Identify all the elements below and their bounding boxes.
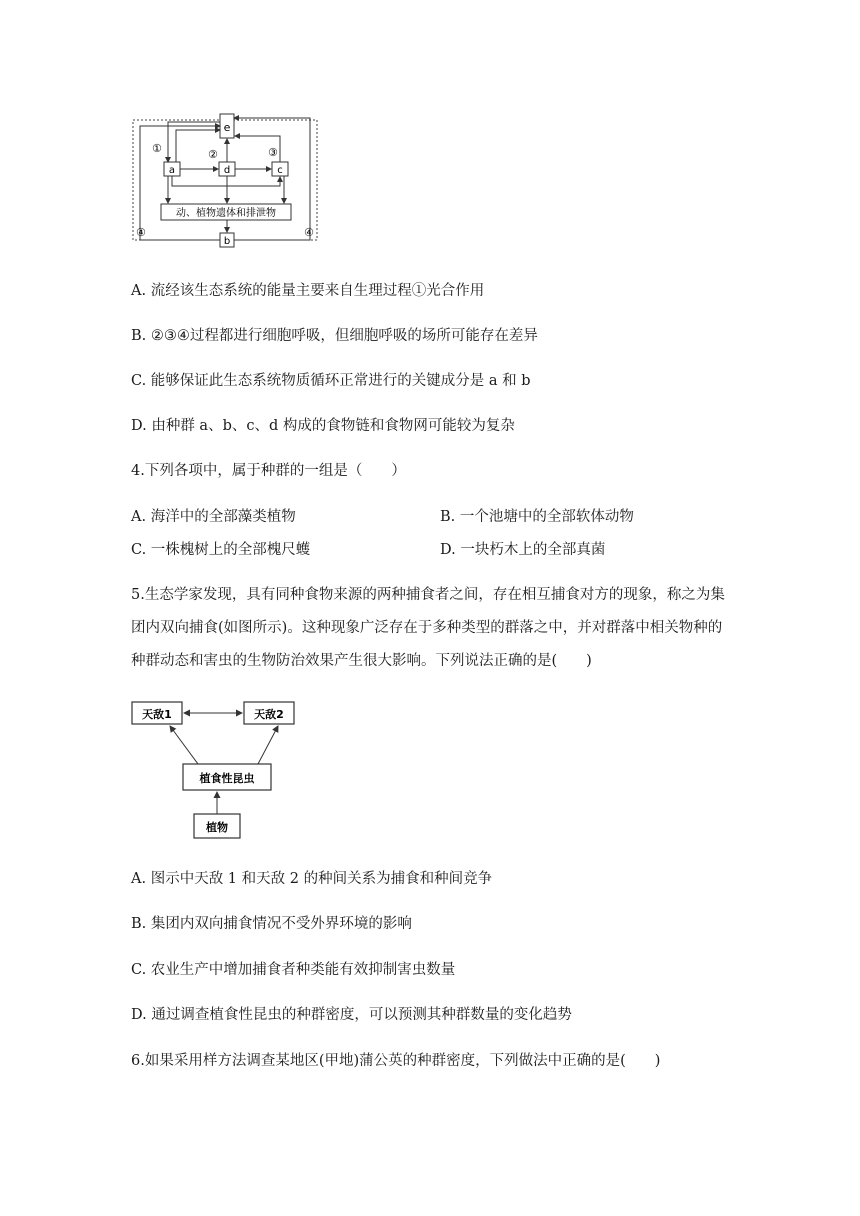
node-a-label: a [168,165,176,176]
q4-stem: 4.下列各项中，属于种群的一组是（ ） [131,463,406,479]
q5-stem: 5.生态学家发现，具有同种食物来源的两种捕食者之间，存在相互捕食对方的现象，称之为集团内双向捕食(如图所示)。这种现象广泛存在于多种类型的群落之中，并对群落中相关物种的种群动态和害虫的生物防治效果产生很大影响。下列说法正确的是( ) [131,587,725,669]
node-e-label: e [223,121,231,134]
q6-stem: 6.如果采用样方法调查某地区(甲地)蒲公英的种群密度，下列做法中正确的是( ) [131,1053,661,1069]
q5-option-a: A. 图示中天敌 1 和天敌 2 的种间关系为捕食和种间竞争 [131,871,493,887]
q5-option-d: D. 通过调查植食性昆虫的种群密度，可以预测其种群数量的变化趋势 [131,1007,572,1023]
q3-option-a: A. 流经该生态系统的能量主要来自生理过程①光合作用 [131,283,485,299]
q4-option-a: A. 海洋中的全部藻类植物 [131,509,296,525]
q5-option-b: B. 集团内双向捕食情况不受外界环境的影响 [131,916,412,932]
predation-diagram [128,698,300,842]
insect-label: 植食性昆虫 [199,772,255,785]
remains-box-label: 动、植物遗体和排泄物 [176,208,276,219]
q4-option-c: C. 一株槐树上的全部槐尺蠖 [131,542,311,558]
node-b-label: b [223,236,231,247]
q4-option-d: D. 一块朽木上的全部真菌 [440,542,606,558]
ecosystem-diagram [128,110,324,252]
node-c-label: c [277,165,283,176]
marker-3: ③ [268,146,278,159]
enemy1-label: 天敌1 [142,708,172,721]
marker-1: ① [152,142,162,155]
q3-option-d: D. 由种群 a、b、c、d 构成的食物链和食物网可能较为复杂 [131,418,515,434]
q4-option-b: B. 一个池塘中的全部软体动物 [440,509,634,525]
q3-option-c: C. 能够保证此生态系统物质循环正常进行的关键成分是 a 和 b [131,373,531,389]
enemy2-label: 天敌2 [254,708,284,721]
marker-4-right: ④ [304,226,314,239]
node-d-label: d [223,165,231,176]
q5-option-c: C. 农业生产中增加捕食者种类能有效抑制害虫数量 [131,962,456,978]
plant-label: 植物 [206,821,228,834]
q3-option-b: B. ②③④过程都进行细胞呼吸，但细胞呼吸的场所可能存在差异 [131,328,538,344]
marker-4-left: ④ [136,226,146,239]
marker-2: ② [208,148,218,161]
